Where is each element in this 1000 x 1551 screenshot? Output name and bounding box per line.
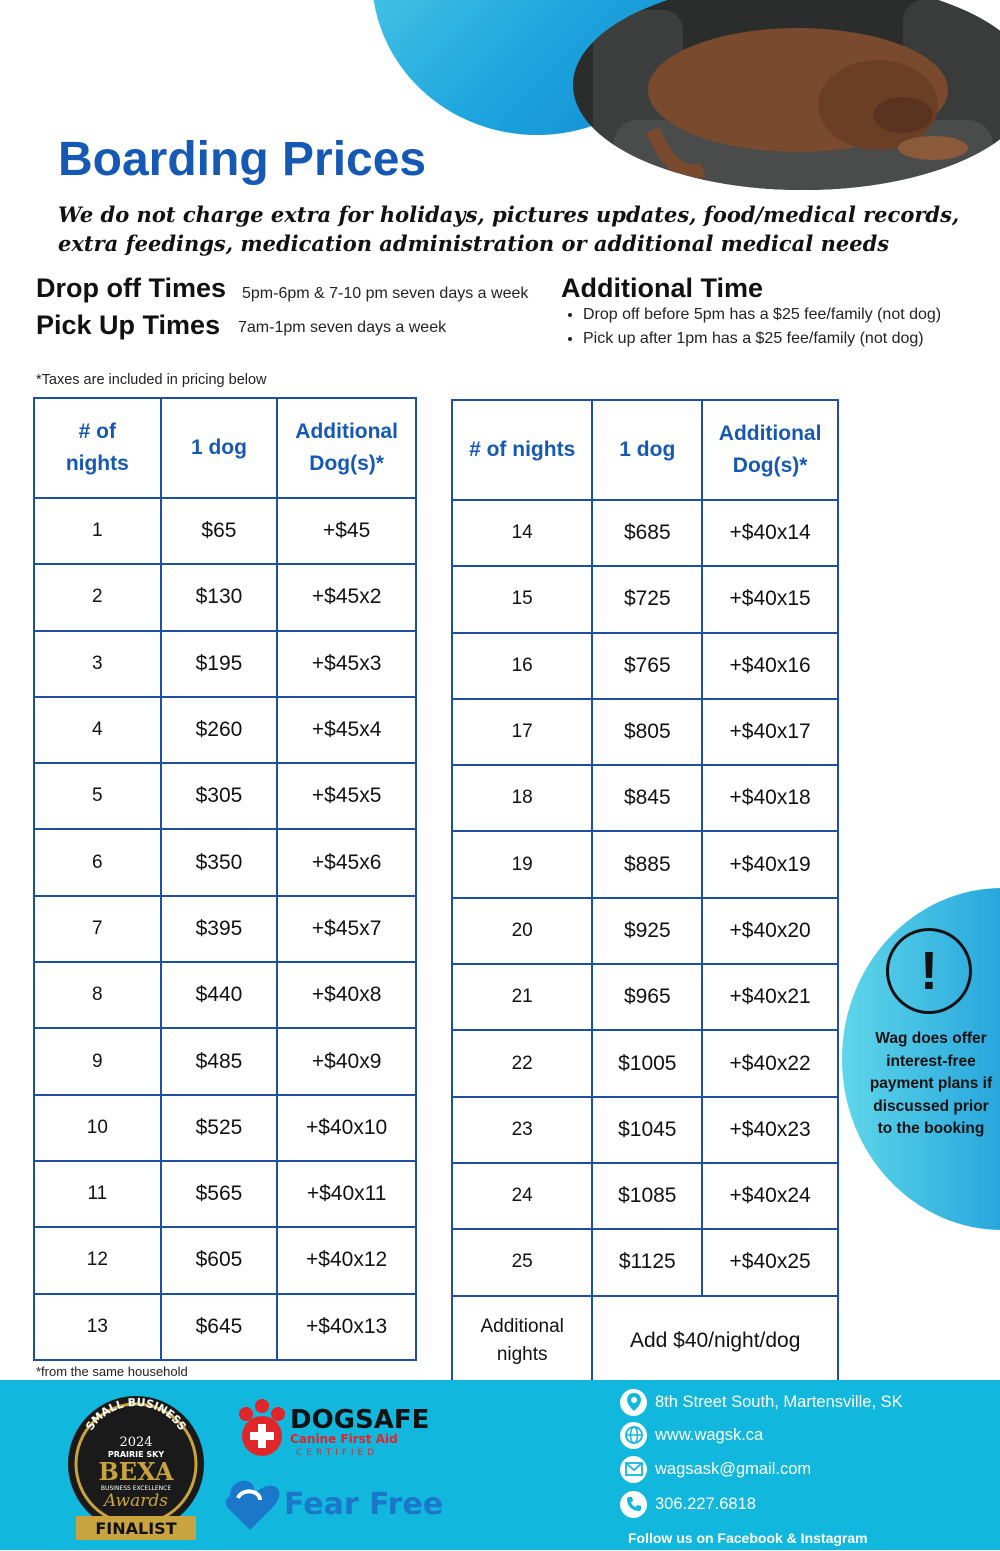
nights-cell: 20	[452, 898, 592, 964]
table-row	[452, 964, 838, 1030]
additional-time-item: • Drop off before 5pm has a $25 fee/family (not dog)	[583, 306, 941, 324]
follow-us-text: Follow us on Facebook & Instagram	[628, 1530, 868, 1546]
additional-dog-price-cell: +$45	[277, 498, 416, 564]
nights-cell: 7	[34, 896, 161, 962]
additional-nights-value: Add $40/night/dog	[592, 1296, 838, 1386]
additional-nights-label: Additional nights	[452, 1296, 592, 1386]
table-row	[452, 1030, 838, 1096]
additional-dog-price-cell: +$40x15	[702, 566, 838, 632]
table-row	[452, 1229, 838, 1295]
award-text: BEXA	[98, 1457, 174, 1486]
award-finalist: FINALIST	[95, 1519, 177, 1538]
one-dog-price-cell: $925	[592, 898, 702, 964]
globe-icon	[620, 1422, 647, 1449]
household-note: *from the same household	[36, 1364, 188, 1379]
contact-address	[620, 1388, 903, 1416]
page-subtitle: We do not charge extra for holidays, pictures updates, food/medical records, extra feedings, medication administration or additional medical needs	[58, 202, 960, 256]
nights-cell: 12	[34, 1227, 161, 1293]
one-dog-price-cell: $565	[161, 1161, 278, 1227]
additional-dog-price-cell: +$40x8	[277, 962, 416, 1028]
one-dog-price-cell: $805	[592, 699, 702, 765]
nights-cell: 19	[452, 831, 592, 897]
table-row	[34, 1095, 416, 1161]
additional-dog-price-cell: +$40x12	[277, 1227, 416, 1293]
award-text: PRAIRIE SKY	[107, 1450, 165, 1459]
nights-cell: 14	[452, 500, 592, 566]
header-nights: # of nights	[34, 398, 161, 498]
page-title: Boarding Prices	[58, 133, 427, 186]
additional-dog-price-cell: +$40x21	[702, 964, 838, 1030]
table-header-row	[452, 400, 838, 500]
table-row	[34, 1161, 416, 1227]
pick-up-value: 7am-1pm seven days a week	[238, 319, 447, 336]
nights-cell: 23	[452, 1097, 592, 1163]
header-nights: # of nights	[452, 400, 592, 500]
additional-dog-price-cell: +$40x22	[702, 1030, 838, 1096]
table-row	[34, 697, 416, 763]
one-dog-price-cell: $765	[592, 633, 702, 699]
table-row	[452, 500, 838, 566]
one-dog-price-cell: $395	[161, 896, 278, 962]
nights-cell: 18	[452, 765, 592, 831]
dogsafe-logo	[226, 1398, 436, 1460]
additional-dog-price-cell: +$40x18	[702, 765, 838, 831]
table-row	[34, 962, 416, 1028]
table-row	[34, 896, 416, 962]
email-link[interactable]: wagsask@gmail.com	[655, 1459, 812, 1478]
one-dog-price-cell: $130	[161, 564, 278, 630]
one-dog-price-cell: $305	[161, 763, 278, 829]
fear-free-name: Fear Free	[284, 1487, 444, 1522]
additional-dog-price-cell: +$45x4	[277, 697, 416, 763]
table-row	[34, 829, 416, 895]
one-dog-price-cell: $350	[161, 829, 278, 895]
table-row	[452, 831, 838, 897]
nights-cell: 17	[452, 699, 592, 765]
one-dog-price-cell: $525	[161, 1095, 278, 1161]
nights-cell: 22	[452, 1030, 592, 1096]
award-year: 2024	[119, 1435, 153, 1450]
additional-time-item: • Pick up after 1pm has a $25 fee/family (not dog)	[583, 330, 941, 348]
additional-dog-price-cell: +$40x14	[702, 500, 838, 566]
additional-dog-price-cell: +$40x19	[702, 831, 838, 897]
contact-website[interactable]	[620, 1421, 763, 1449]
one-dog-price-cell: $1005	[592, 1030, 702, 1096]
additional-dog-price-cell: +$40x10	[277, 1095, 416, 1161]
header-additional-dogs: Additional Dog(s)*	[702, 400, 838, 500]
additional-dog-price-cell: +$45x7	[277, 896, 416, 962]
nights-cell: 3	[34, 631, 161, 697]
additional-time-title: Additional Time	[561, 273, 764, 303]
drop-off-value: 5pm-6pm & 7-10 pm seven days a week	[242, 285, 529, 302]
table-header-row	[34, 398, 416, 498]
one-dog-price-cell: $685	[592, 500, 702, 566]
table-row	[452, 898, 838, 964]
nights-cell: 5	[34, 763, 161, 829]
nights-cell: 25	[452, 1229, 592, 1295]
additional-dog-price-cell: +$40x17	[702, 699, 838, 765]
additional-dog-price-cell: +$40x13	[277, 1294, 416, 1360]
one-dog-price-cell: $260	[161, 697, 278, 763]
additional-dog-price-cell: +$40x25	[702, 1229, 838, 1295]
one-dog-price-cell: $605	[161, 1227, 278, 1293]
table-row	[34, 564, 416, 630]
additional-dog-price-cell: +$40x9	[277, 1028, 416, 1094]
table-row	[452, 765, 838, 831]
nights-cell: 16	[452, 633, 592, 699]
nights-cell: 6	[34, 829, 161, 895]
additional-dog-price-cell: +$40x16	[702, 633, 838, 699]
header-one-dog: 1 dog	[592, 400, 702, 500]
additional-dog-price-cell: +$45x3	[277, 631, 416, 697]
contact-email[interactable]	[620, 1455, 811, 1483]
nights-cell: 9	[34, 1028, 161, 1094]
additional-time-list	[583, 306, 941, 354]
dogsafe-sub: Canine First Aid	[290, 1432, 398, 1446]
table-row	[452, 1163, 838, 1229]
nights-cell: 21	[452, 964, 592, 1030]
one-dog-price-cell: $1085	[592, 1163, 702, 1229]
additional-dog-price-cell: +$40x23	[702, 1097, 838, 1163]
phone-icon	[620, 1491, 647, 1518]
table-row	[34, 1294, 416, 1360]
one-dog-price-cell: $645	[161, 1294, 278, 1360]
address-text: 8th Street South, Martensville, SK	[655, 1392, 903, 1411]
nights-cell: 24	[452, 1163, 592, 1229]
price-table-left	[33, 397, 417, 1361]
table-row	[34, 631, 416, 697]
one-dog-price-cell: $440	[161, 962, 278, 1028]
additional-dog-price-cell: +$40x11	[277, 1161, 416, 1227]
bexa-award-badge	[62, 1396, 210, 1546]
table-row	[452, 699, 838, 765]
pick-up-label: Pick Up Times	[36, 310, 221, 340]
one-dog-price-cell: $485	[161, 1028, 278, 1094]
nights-cell: 13	[34, 1294, 161, 1360]
sleeping-dog-photo	[573, 0, 1000, 190]
header-one-dog: 1 dog	[161, 398, 278, 498]
table-row	[34, 763, 416, 829]
nights-cell: 1	[34, 498, 161, 564]
table-row	[452, 566, 838, 632]
one-dog-price-cell: $1045	[592, 1097, 702, 1163]
nights-cell: 10	[34, 1095, 161, 1161]
taxes-note: *Taxes are included in pricing below	[36, 372, 267, 388]
envelope-icon	[620, 1456, 647, 1483]
location-pin-icon	[620, 1389, 647, 1416]
table-row	[34, 498, 416, 564]
award-text: BUSINESS EXCELLENCE	[100, 1485, 172, 1492]
one-dog-price-cell: $65	[161, 498, 278, 564]
award-text: Awards	[104, 1491, 168, 1511]
nights-cell: 11	[34, 1161, 161, 1227]
table-row	[452, 633, 838, 699]
table-row	[34, 1028, 416, 1094]
nights-cell: 4	[34, 697, 161, 763]
payment-plan-note: Wag does offer interest-free payment plans if discussed prior to the booking	[869, 1030, 993, 1137]
additional-dog-price-cell: +$40x24	[702, 1163, 838, 1229]
phone-number[interactable]: 306.227.6818	[655, 1494, 756, 1513]
additional-dog-price-cell: +$45x6	[277, 829, 416, 895]
table-row-additional-nights	[452, 1296, 838, 1386]
exclamation-icon: !	[886, 928, 972, 1014]
header-additional-dogs: Additional Dog(s)*	[277, 398, 416, 498]
table-row	[34, 1227, 416, 1293]
price-table-right	[451, 399, 839, 1387]
nights-cell: 8	[34, 962, 161, 1028]
website-link[interactable]: www.wagsk.ca	[655, 1425, 764, 1444]
one-dog-price-cell: $885	[592, 831, 702, 897]
one-dog-price-cell: $195	[161, 631, 278, 697]
one-dog-price-cell: $965	[592, 964, 702, 1030]
dogsafe-cert: CERTIFIED	[296, 1448, 379, 1458]
additional-dog-price-cell: +$40x20	[702, 898, 838, 964]
additional-dog-price-cell: +$45x2	[277, 564, 416, 630]
one-dog-price-cell: $725	[592, 566, 702, 632]
nights-cell: 2	[34, 564, 161, 630]
one-dog-price-cell: $1125	[592, 1229, 702, 1295]
contact-phone[interactable]	[620, 1490, 756, 1518]
fear-free-logo	[220, 1468, 445, 1536]
one-dog-price-cell: $845	[592, 765, 702, 831]
drop-off-label: Drop off Times	[36, 273, 227, 303]
additional-dog-price-cell: +$45x5	[277, 763, 416, 829]
table-row	[452, 1097, 838, 1163]
nights-cell: 15	[452, 566, 592, 632]
award-text: SMALL BUSINESS	[83, 1396, 189, 1433]
dogsafe-name: DOGSAFE	[290, 1405, 430, 1435]
